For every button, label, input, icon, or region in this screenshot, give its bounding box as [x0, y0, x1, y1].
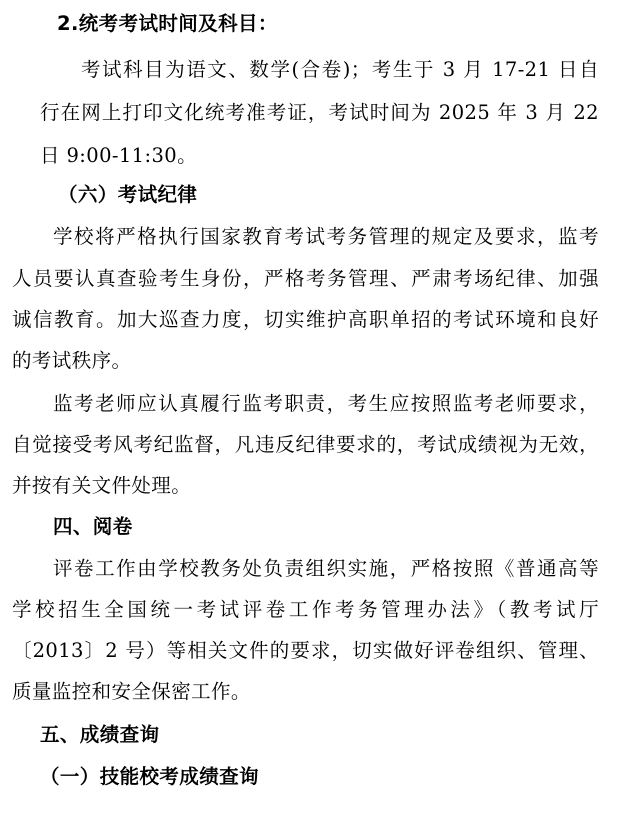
discipline-paragraph1-line-3: 诚信教育。加大巡查力度，切实维护高职单招的考试环境和良好 — [12, 308, 599, 331]
discipline-paragraph2-line-2: 自觉接受考风考纪监督，凡违反纪律要求的，考试成绩视为无效， — [12, 433, 599, 456]
grading-paragraph-line-3: 〔2013〕2 号）等相关文件的要求，切实做好评卷组织、管理、 — [12, 639, 599, 662]
grading-paragraph-line-1: 评卷工作由学校教务处负责组织实施，严格按照《普通高等 — [53, 557, 599, 580]
discipline-heading: （六）考试纪律 — [58, 183, 198, 206]
results-heading: 五、成绩查询 — [40, 723, 160, 746]
discipline-paragraph1-line-2: 人员要认真查验考生身份，严格考务管理、严肃考场纪律、加强 — [12, 267, 599, 290]
grading-paragraph-line-2: 学校招生全国统一考试评卷工作考务管理办法》（教考试厅 — [12, 598, 599, 621]
exam-time-heading: 2.统考考试时间及科目： — [57, 12, 278, 35]
discipline-paragraph1-line-1: 学校将严格执行国家教育考试考务管理的规定及要求，监考 — [53, 225, 599, 248]
exam-time-paragraph-line-1: 考试科目为语文、数学(合卷)；考生于 3 月 17-21 日自 — [81, 58, 599, 81]
discipline-paragraph2-line-3: 并按有关文件处理。 — [12, 474, 192, 497]
grading-heading: 四、阅卷 — [53, 515, 133, 538]
results-subheading: （一）技能校考成绩查询 — [40, 765, 259, 788]
grading-paragraph-line-4: 质量监控和安全保密工作。 — [12, 680, 251, 703]
discipline-paragraph1-line-4: 的考试秩序。 — [12, 349, 132, 372]
discipline-paragraph2-line-1: 监考老师应认真履行监考职责，考生应按照监考老师要求， — [53, 392, 599, 415]
exam-time-paragraph-line-2: 行在网上打印文化统考准考证，考试时间为 2025 年 3 月 22 — [40, 101, 599, 124]
exam-time-paragraph-line-3: 日 9:00-11:30。 — [40, 144, 197, 167]
